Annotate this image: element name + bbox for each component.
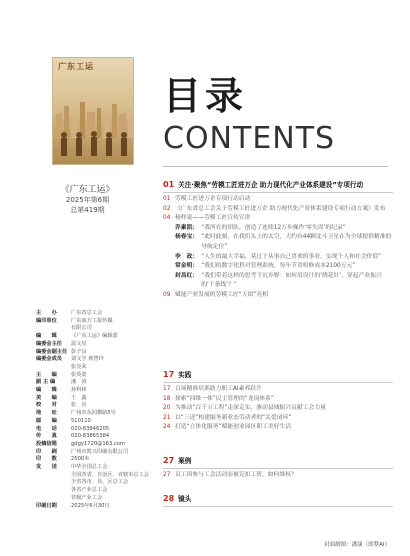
- entry-title: 《广东省总工会关于劳模工匠进万企 助力现代化产业体系建设专项行动方案》发布: [175, 205, 386, 212]
- section-heading[interactable]: [163, 180, 393, 190]
- imprint-row: [36, 325, 181, 333]
- imprint-value: 广东省总工会: [71, 310, 103, 316]
- entry-page-number: 17: [163, 386, 171, 392]
- imprint-value: 张 亮: [71, 402, 87, 409]
- entry-page-number: 21: [163, 414, 171, 421]
- imprint-row: [36, 495, 181, 503]
- section-title: 镜头: [178, 495, 192, 503]
- speaker-quote-text: “我所在的团队，创造了连续12万步操作‘零失误’的纪录”: [201, 224, 346, 231]
- entry-title: 打造“立体化服务”赋能创业园区职工美好生活: [175, 424, 292, 431]
- cover-workers-graphic: [53, 130, 134, 158]
- section-title: 实践: [178, 371, 192, 379]
- speaker-quote[interactable]: [163, 224, 393, 234]
- imprint-value: 省级产业工会: [71, 494, 103, 501]
- toc-entry[interactable]: [163, 195, 393, 205]
- imprint-label: 编 辑: [36, 333, 57, 340]
- imprint-label: 美 编: [36, 394, 57, 401]
- imprint-row: [36, 333, 181, 341]
- magazine-issue: 2025年第6期: [65, 196, 110, 204]
- imprint-value: 中华全国总工会: [71, 464, 108, 471]
- section-focus: [163, 180, 393, 301]
- entry-page-number: 01: [163, 196, 171, 202]
- imprint-label: 投稿信箱: [36, 440, 57, 447]
- imprint-value: 《广东工运》编辑部: [71, 333, 118, 340]
- speaker-name: 封昌红：: [175, 272, 199, 279]
- imprint-value: 广州市东园横路5号: [71, 410, 116, 417]
- section-divider: [163, 468, 393, 469]
- imprint-row: [36, 418, 181, 426]
- imprint-row: [36, 372, 181, 380]
- imprint-value: 有限公司: [71, 325, 92, 332]
- section-heading[interactable]: [163, 494, 393, 504]
- imprint-row: [36, 503, 181, 511]
- imprint-label: 副 主 编: [36, 379, 56, 386]
- imprint-label: 编委会成员: [36, 356, 62, 363]
- imprint-row: [36, 410, 181, 418]
- entry-page-number: 24: [163, 424, 171, 431]
- imprint-label: 电 话: [36, 425, 57, 432]
- speaker-quote[interactable]: [163, 262, 393, 272]
- imprint-row: [36, 318, 181, 326]
- section-page-number: 28: [163, 494, 175, 503]
- imprint-label: [36, 479, 71, 487]
- imprint-label: [36, 487, 71, 495]
- toc-entry[interactable]: [163, 423, 393, 433]
- imprint-label: 编委会主任: [36, 340, 62, 347]
- entry-page-number: 18: [163, 395, 171, 402]
- speaker-quote[interactable]: [163, 233, 393, 252]
- section-practice: [163, 370, 393, 433]
- imprint-value: 全国各省、自治区、直辖市总工会: [71, 471, 149, 478]
- imprint-row: [36, 464, 181, 472]
- entry-title: 劳模工匠进万企专项行动启动: [175, 196, 251, 202]
- imprint-label: [36, 325, 71, 333]
- imprint-value: 孙科林: [71, 387, 87, 394]
- toc-entry[interactable]: [163, 205, 393, 215]
- imprint-value: 王 鑫: [71, 394, 87, 401]
- imprint-row: [36, 341, 181, 349]
- toc-entry[interactable]: [163, 395, 393, 405]
- section-divider: [163, 192, 393, 193]
- imprint-row: [36, 433, 181, 441]
- imprint-value: 020-83846205: [71, 425, 110, 432]
- imprint-value: 2025年6月30日: [71, 502, 110, 509]
- section-heading[interactable]: [163, 456, 393, 466]
- section-page-number: 27: [163, 456, 175, 465]
- toc-entry[interactable]: [163, 471, 393, 481]
- imprint-label: [36, 472, 71, 480]
- toc-entry[interactable]: [163, 414, 393, 424]
- speaker-name: 乔素凯：: [175, 224, 199, 231]
- speaker-quote-text: “我们的数字化科对管理系统，每年节省检修成本2100万元”: [201, 263, 356, 270]
- section-title: 案例: [178, 457, 192, 465]
- section-divider: [163, 382, 393, 383]
- imprint-value: 各省产业总工会: [71, 487, 108, 494]
- imprint-label: 编 辑: [36, 387, 57, 394]
- entry-page-number: 27: [163, 472, 171, 478]
- imprint-value: 张英姿: [71, 371, 87, 378]
- toc-entry[interactable]: [163, 404, 393, 414]
- toc-entry[interactable]: [163, 291, 393, 301]
- imprint-row: [36, 441, 181, 449]
- imprint-label: 校 对: [36, 402, 57, 409]
- magazine-total-issue: 总第419期: [70, 206, 105, 214]
- toc-entry[interactable]: [163, 214, 393, 224]
- imprint-label: 印 数: [36, 456, 57, 463]
- toc-title-en: CONTENTS: [163, 121, 336, 156]
- section-divider: [163, 506, 393, 507]
- entry-page-number: 09: [163, 291, 171, 298]
- entry-title: 以“三送”构建服务新业态劳动者的“关爱闭环”: [175, 414, 292, 421]
- toc-title-cn: 目录: [163, 74, 248, 118]
- imprint-value: 广州市凯兴印刷有限公司: [71, 448, 129, 455]
- entry-page-number: 20: [163, 405, 171, 412]
- imprint-label: 印刷日期: [36, 502, 57, 509]
- imprint-label: [36, 495, 71, 503]
- cover-credit: 封面制图：潘康（即梦AI）: [324, 542, 390, 548]
- imprint-value: 潘 涛: [71, 379, 87, 386]
- imprint-label: [36, 364, 71, 372]
- imprint-value: 刘文学 蔡慧玲: [71, 356, 104, 363]
- imprint-row: [36, 356, 181, 364]
- entry-title: 赋能产业发展的劳模工匠“天团”亮相: [175, 291, 268, 298]
- speaker-quote-text: “此时此刻，在我们头上的太空，大约有44颗北斗卫星在为全球提供精准的导航定位”: [201, 234, 392, 250]
- imprint-row: [36, 310, 181, 318]
- imprint-label: 主 办: [36, 310, 57, 316]
- imprint-row: [36, 487, 181, 495]
- entry-title: 探索“四维一体”民主管理的“龙岗体系”: [175, 395, 274, 402]
- imprint-value: 张亮荣: [71, 363, 87, 370]
- imprint-row: [36, 395, 181, 403]
- cover-image: [52, 57, 134, 165]
- section-page-number: 01: [163, 180, 175, 189]
- toc-entry[interactable]: [163, 385, 393, 395]
- cover-title: 广东工运: [58, 61, 94, 71]
- speaker-name: 李 政：: [175, 253, 199, 260]
- imprint-row: [36, 479, 181, 487]
- speaker-name: 常金明：: [175, 263, 199, 270]
- imprint-row: [36, 402, 181, 410]
- imprint-value: 全省各市、县、区总工会: [71, 479, 129, 486]
- imprint-row: [36, 364, 181, 372]
- imprint-row: [36, 456, 181, 464]
- imprint-label: 编委会副主任: [36, 348, 68, 355]
- imprint-row: [36, 449, 181, 457]
- imprint-block: [36, 310, 181, 510]
- entry-title: 百场精准培训助力职工AI素养跃升: [175, 386, 262, 392]
- entry-title: 为推动“百千万工程”走深走实，驱动县域振兴贡献工会力量: [175, 405, 326, 412]
- speaker-quote-text: “我们带着这样的思考下沉乡野：如何用设计的‘绣花针’，穿起产业振兴的‘千条线’？”: [201, 272, 382, 289]
- section-case: [163, 456, 393, 481]
- speaker-quote-text: “人生的最大幸福，莫过于从事自己喜欢的事业，实现个人和社会价值”: [201, 253, 382, 260]
- imprint-value: 510110: [71, 417, 91, 424]
- entry-page-number: 04: [163, 215, 171, 222]
- imprint-value: 彭子良: [71, 348, 87, 355]
- imprint-row: [36, 426, 181, 434]
- imprint-value: 广东南方工报传媒: [71, 317, 113, 324]
- imprint-label: 地 址: [36, 410, 57, 417]
- entry-title: 员工因参与工会活动而被克扣工资，如何维权？: [175, 472, 297, 478]
- section-heading[interactable]: [163, 370, 393, 380]
- imprint-label: 主 编: [36, 371, 57, 378]
- imprint-label: 邮 编: [36, 417, 57, 424]
- imprint-label: 编印单位: [36, 317, 57, 324]
- magazine-title: 《广东工运》: [60, 185, 115, 195]
- entry-title: 榜样说——劳模工匠宣传宣讲: [175, 215, 251, 222]
- imprint-value: 2500本: [71, 456, 90, 463]
- header-divider: [163, 166, 388, 167]
- section-photos: [163, 494, 393, 509]
- imprint-row: [36, 387, 181, 395]
- imprint-value: gdgy1720@163.com: [71, 440, 125, 447]
- imprint-label: 传 真: [36, 433, 57, 440]
- imprint-label: 印 刷: [36, 448, 57, 455]
- speaker-quote[interactable]: [163, 253, 393, 263]
- section-title: 关注·聚焦“劳模工匠进万企 助力现代化产业体系建设”专项行动: [178, 181, 364, 189]
- section-page-number: 17: [163, 370, 175, 379]
- speaker-quote[interactable]: [163, 272, 393, 291]
- imprint-row: [36, 379, 181, 387]
- imprint-label: 发 送: [36, 464, 57, 471]
- entry-page-number: 02: [163, 205, 171, 212]
- imprint-value: 温文星: [71, 340, 87, 347]
- imprint-value: 020-83865384: [71, 433, 110, 440]
- speaker-name: 杨春宝：: [175, 234, 199, 241]
